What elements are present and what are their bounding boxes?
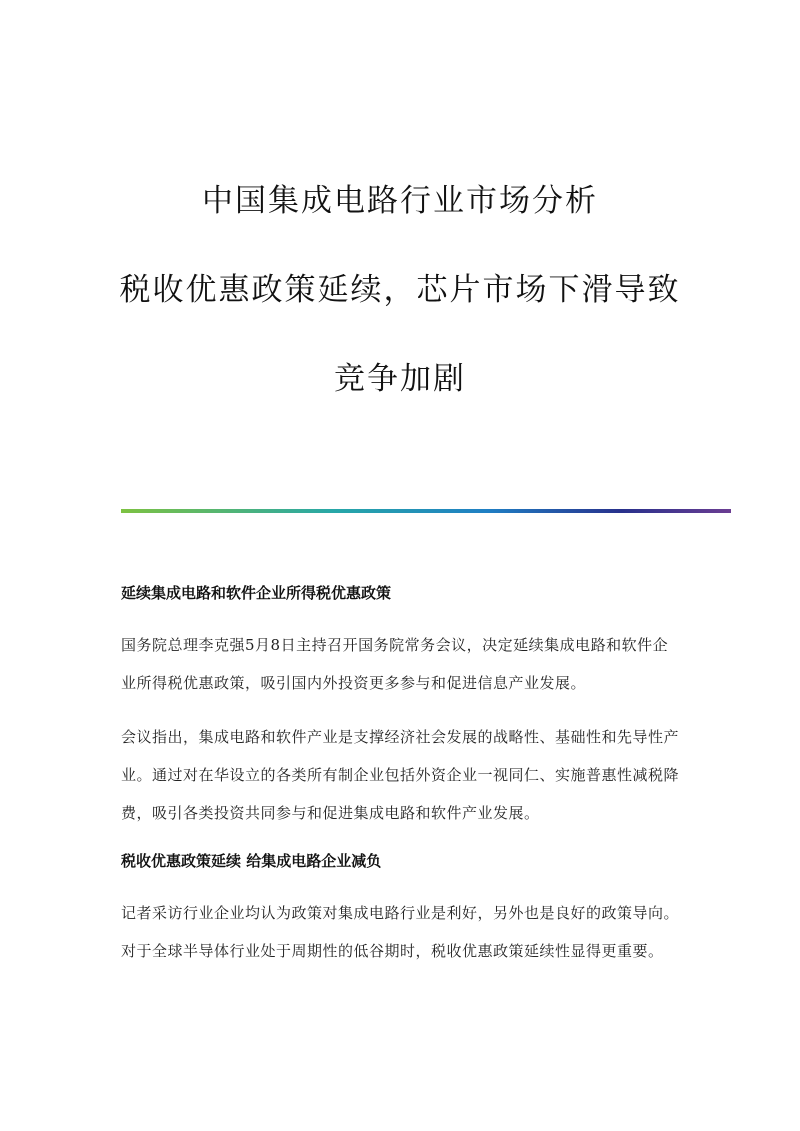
section-heading: 延续集成电路和软件企业所得税优惠政策: [121, 584, 392, 602]
title-line-1: 中国集成电路行业市场分析: [202, 183, 598, 219]
paragraph: 记者采访行业企业均认为政策对集成电路行业是利好，另外也是良好的政策导向。对于全球半导体行业处于周期性的低谷期时，税收优惠政策延续性显得更重要。: [121, 904, 680, 960]
gradient-divider: [121, 509, 731, 513]
paragraph: 国务院总理李克强5月8日主持召开国务院常务会议，决定延续集成电路和软件企业所得税优惠政策，吸引国内外投资更多参与和促进信息产业发展。: [121, 636, 669, 692]
document-title: [0, 180, 800, 401]
title-line-3: 竞争加剧: [334, 361, 466, 397]
document-body: [121, 580, 681, 986]
section-heading: 税收优惠政策延续 给集成电路企业减负: [121, 852, 382, 870]
title-line-2: 税收优惠政策延续，芯片市场下滑导致: [119, 272, 681, 308]
paragraph: 会议指出，集成电路和软件产业是支撑经济社会发展的战略性、基础性和先导性产业。通过对在华设立的各类所有制企业包括外资企业一视同仁、实施普惠性减税降费，吸引各类投资共同参与和促进集成电路和软件产业发展。: [121, 728, 680, 822]
